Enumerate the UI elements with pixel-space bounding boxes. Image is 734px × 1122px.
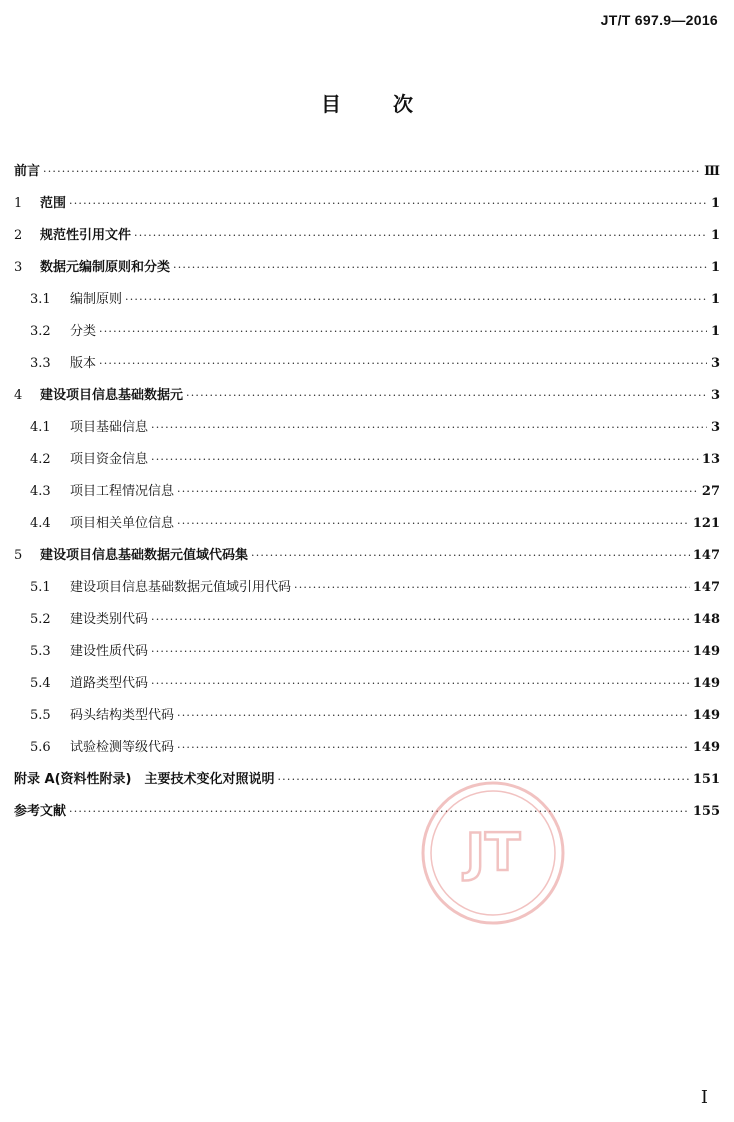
toc-entry-number: 1 [14, 196, 23, 211]
toc-entry-label: 分类 [70, 324, 97, 339]
toc-entry-page: 1 [710, 228, 720, 243]
toc-entry[interactable] [14, 736, 720, 768]
svg-text:JT: JT [465, 823, 521, 883]
toc-entry-page: 27 [701, 484, 720, 499]
toc-dot-leader [134, 229, 707, 242]
toc-entry[interactable] [14, 640, 720, 672]
toc-entry-label: 建设项目信息基础数据元值域代码集 [40, 548, 249, 563]
toc-entry-page: Ⅲ [704, 164, 720, 179]
toc-entry[interactable] [14, 768, 720, 800]
toc-entry-number: 3.1 [30, 292, 51, 307]
toc-dot-leader [177, 709, 690, 722]
page-number: I [700, 1087, 708, 1108]
toc-entry-number: 4.2 [30, 452, 51, 467]
toc-entry-label: 项目资金信息 [70, 452, 149, 467]
toc-dot-leader [43, 165, 701, 178]
toc-entry-label: 项目工程情况信息 [70, 484, 175, 499]
toc-entry-number: 3.3 [30, 356, 51, 371]
toc-entry-number: 5.4 [30, 676, 51, 691]
toc-entry-page: 149 [692, 644, 720, 659]
page-title [0, 88, 734, 117]
toc-entry[interactable] [14, 448, 720, 480]
toc-entry-number: 5 [14, 548, 23, 563]
toc-entry-label: 数据元编制原则和分类 [40, 260, 171, 275]
toc-dot-leader [151, 677, 690, 690]
toc-entry-page: 147 [692, 548, 720, 563]
toc-entry-number: 3.2 [30, 324, 51, 339]
toc-dot-leader [69, 197, 707, 210]
toc-entry-number: 4.3 [30, 484, 51, 499]
toc-entry-number: 4.4 [30, 516, 51, 531]
toc-entry[interactable] [14, 160, 720, 192]
title-char-2: 次 [393, 92, 413, 116]
toc-dot-leader [177, 741, 690, 754]
toc-entry-page: 1 [710, 292, 720, 307]
toc-entry-number: 4 [14, 388, 23, 403]
toc-entry-label: 规范性引用文件 [40, 228, 132, 243]
toc-dot-leader [177, 485, 699, 498]
toc-entry-page: 1 [710, 324, 720, 339]
toc-dot-leader [151, 421, 707, 434]
toc-entry[interactable] [14, 800, 720, 832]
toc-entry-page: 149 [692, 708, 720, 723]
toc-entry-number: 5.6 [30, 740, 51, 755]
standard-code: JT/T 697.9—2016 [600, 12, 718, 28]
toc-entry[interactable] [14, 544, 720, 576]
toc-entry-page: 3 [710, 420, 720, 435]
toc-entry[interactable] [14, 512, 720, 544]
toc-entry-label: 项目基础信息 [70, 420, 149, 435]
toc-entry-page: 13 [701, 452, 720, 467]
toc-dot-leader [99, 357, 707, 370]
toc-dot-leader [177, 517, 690, 530]
toc-entry-number: 3 [14, 260, 23, 275]
toc-dot-leader [173, 261, 707, 274]
toc-dot-leader [186, 389, 707, 402]
toc-entry-label: 建设项目信息基础数据元 [40, 388, 184, 403]
toc-entry-page: 148 [692, 612, 720, 627]
toc-entry-page: 1 [710, 196, 720, 211]
toc-entry-page: 3 [710, 388, 720, 403]
toc-entry[interactable] [14, 352, 720, 384]
toc-entry-label: 道路类型代码 [70, 676, 149, 691]
toc-entry-label: 前言 [14, 164, 41, 179]
toc-entry[interactable] [14, 192, 720, 224]
toc-entry-page: 149 [692, 740, 720, 755]
toc-entry-label: 版本 [70, 356, 97, 371]
toc-entry-page: 1 [710, 260, 720, 275]
toc-entry-label: 范围 [40, 196, 67, 211]
toc-entry-number: 5.3 [30, 644, 51, 659]
toc-dot-leader [151, 645, 690, 658]
toc-entry-page: 151 [692, 772, 720, 787]
toc-entry-label: 编制原则 [70, 292, 123, 307]
toc-entry[interactable] [14, 256, 720, 288]
toc-entry[interactable] [14, 672, 720, 704]
jt-watermark-logo [418, 778, 568, 928]
toc-entry[interactable] [14, 608, 720, 640]
toc-entry-number: 4.1 [30, 420, 51, 435]
toc-entry-label: 试验检测等级代码 [70, 740, 175, 755]
toc-entry-number: 5.1 [30, 580, 51, 595]
toc-entry-label: 建设项目信息基础数据元值域引用代码 [70, 580, 292, 595]
toc-entry-label: 码头结构类型代码 [70, 708, 175, 723]
toc-entry-page: 149 [692, 676, 720, 691]
toc-entry-number: 2 [14, 228, 23, 243]
table-of-contents [14, 160, 720, 832]
toc-entry[interactable] [14, 576, 720, 608]
toc-entry-page: 155 [692, 804, 720, 819]
toc-entry-number: 5.2 [30, 612, 51, 627]
toc-dot-leader [69, 805, 690, 818]
toc-entry-number: 5.5 [30, 708, 51, 723]
toc-entry-label: 项目相关单位信息 [70, 516, 175, 531]
toc-entry[interactable] [14, 480, 720, 512]
toc-entry[interactable] [14, 288, 720, 320]
toc-dot-leader [99, 325, 707, 338]
title-char-1: 目 [321, 92, 341, 116]
toc-dot-leader [125, 293, 707, 306]
toc-entry[interactable] [14, 704, 720, 736]
toc-entry[interactable] [14, 224, 720, 256]
toc-dot-leader [294, 581, 690, 594]
toc-dot-leader [151, 453, 699, 466]
toc-entry-page: 121 [692, 516, 720, 531]
toc-entry[interactable] [14, 384, 720, 416]
toc-entry-label: 建设类别代码 [70, 612, 149, 627]
toc-entry[interactable] [14, 320, 720, 352]
toc-dot-leader [151, 613, 690, 626]
toc-entry-label: 参考文献 [14, 804, 67, 819]
toc-entry-page: 3 [710, 356, 720, 371]
toc-entry-page: 147 [692, 580, 720, 595]
toc-entry-label: 建设性质代码 [70, 644, 149, 659]
toc-entry[interactable] [14, 416, 720, 448]
toc-entry-label: 附录 A(资料性附录) 主要技术变化对照说明 [14, 772, 275, 787]
toc-dot-leader [251, 549, 690, 562]
